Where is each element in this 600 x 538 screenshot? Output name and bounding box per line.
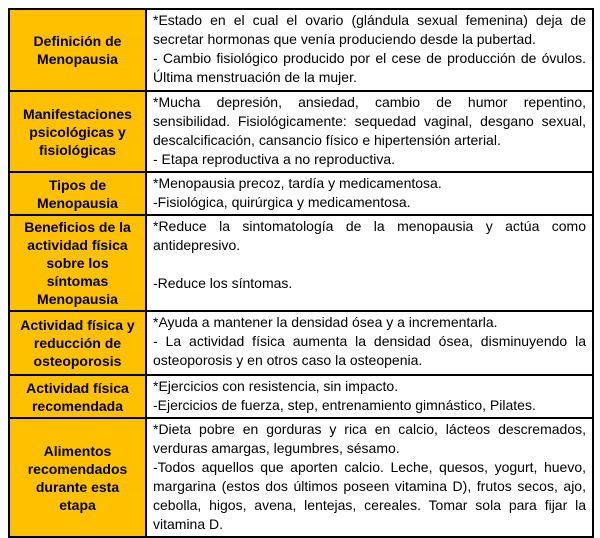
table-row-beneficios: [9, 215, 593, 311]
row-header-manifestaciones: [9, 91, 146, 172]
header-line: Actividad física y: [20, 317, 135, 333]
header-line: durante esta: [35, 478, 120, 495]
paragraph: - Etapa reproductiva a no reproductiva.: [153, 151, 396, 167]
paragraph: -Todos aquellos que aporten calcio. Leche, quesos, yogurt, huevo, margarina (estos dos últimos poseen vitamina D), frutos secos, ajo, cebolla, higos, avena, lentejas, cereales. Tomar sola para fijar la vitamina D.: [153, 459, 586, 532]
row-content-alimentos: [146, 418, 593, 537]
header-line: Actividad física: [26, 379, 129, 396]
paragraph: - Cambio fisiológico producido por el cese de producción de óvulos. Última menstruación de la mujer.: [153, 50, 586, 85]
header-line: recomendada: [31, 397, 124, 414]
header-line: Menopausia: [37, 194, 118, 211]
header-line: Manifestaciones: [23, 105, 132, 122]
row-header-alimentos: [9, 418, 146, 537]
row-header-osteoporosis: [9, 311, 146, 375]
row-content-manifestaciones: [146, 91, 593, 172]
row-content-osteoporosis: [146, 311, 593, 375]
table-row-definicion: [9, 9, 593, 91]
row-header-actividad-recomendada: [9, 375, 146, 418]
paragraph: *Ayuda a mantener la densidad ósea y a incrementarla.: [153, 314, 498, 330]
paragraph: *Ejercicios con resistencia, sin impacto.: [153, 378, 399, 394]
paragraph: *Menopausia precoz, tardía y medicamentosa.: [153, 175, 442, 191]
table-row-tipos: [9, 172, 593, 215]
header-line: Tipos de: [48, 176, 107, 193]
paragraph: *Reduce la sintomatología de la menopausia y actúa como antidepresivo.: [153, 218, 586, 253]
row-header-tipos: [9, 172, 146, 215]
paragraph: *Mucha depresión, ansiedad, cambio de humor repentino, sensibilidad. Fisiológicamente: sequedad vaginal, desgano sexual, descalcificación, cansancio físico e hipertensión arterial.: [153, 94, 586, 148]
header-line: sobre los: [46, 255, 109, 271]
header-line: síntomas: [46, 273, 109, 289]
header-line: Menopausia: [37, 51, 118, 67]
header-line: recomendados: [27, 460, 128, 477]
paragraph: - La actividad física aumenta la densidad ósea, disminuyendo la osteoporosis y en otros caso la osteopenia.: [153, 333, 586, 368]
row-content-definicion: [146, 9, 593, 91]
header-line: Menopausia: [37, 291, 118, 307]
header-line: psicológicas y: [29, 123, 126, 140]
table-row-alimentos: [9, 418, 593, 537]
row-header-beneficios: [9, 215, 146, 311]
row-content-tipos: [146, 172, 593, 215]
paragraph: *Dieta pobre en gorduras y rica en calcio, lácteos descremados, verduras amargas, legumbres, sésamo.: [153, 421, 586, 456]
menopausia-info-table: [8, 8, 594, 538]
row-content-beneficios: [146, 215, 593, 311]
header-line: etapa: [59, 496, 96, 513]
paragraph: *Estado en el cual el ovario (glándula sexual femenina) deja de secretar hormonas que venía produciendo desde la pubertad.: [153, 12, 586, 47]
paragraph: -Reduce los síntomas.: [153, 275, 293, 291]
paragraph: -Ejercicios de fuerza, step, entrenamiento gimnástico, Pilates.: [153, 397, 536, 413]
row-header-definicion: [9, 9, 146, 91]
table-row-manifestaciones: [9, 91, 593, 172]
table-row-osteoporosis: [9, 311, 593, 375]
header-line: Alimentos: [43, 442, 112, 459]
header-line: Beneficios de la: [24, 219, 131, 235]
paragraph-blank: [153, 255, 586, 274]
header-line: Definición de: [33, 33, 122, 49]
paragraph: -Fisiológica, quirúrgica y medicamentosa.: [153, 194, 411, 210]
header-line: actividad física: [27, 237, 128, 253]
row-content-actividad-recomendada: [146, 375, 593, 418]
table-row-actividad-recomendada: [9, 375, 593, 418]
header-line: osteoporosis: [33, 353, 122, 369]
header-line: reducción de: [33, 335, 122, 351]
header-line: fisiológicas: [38, 141, 117, 158]
